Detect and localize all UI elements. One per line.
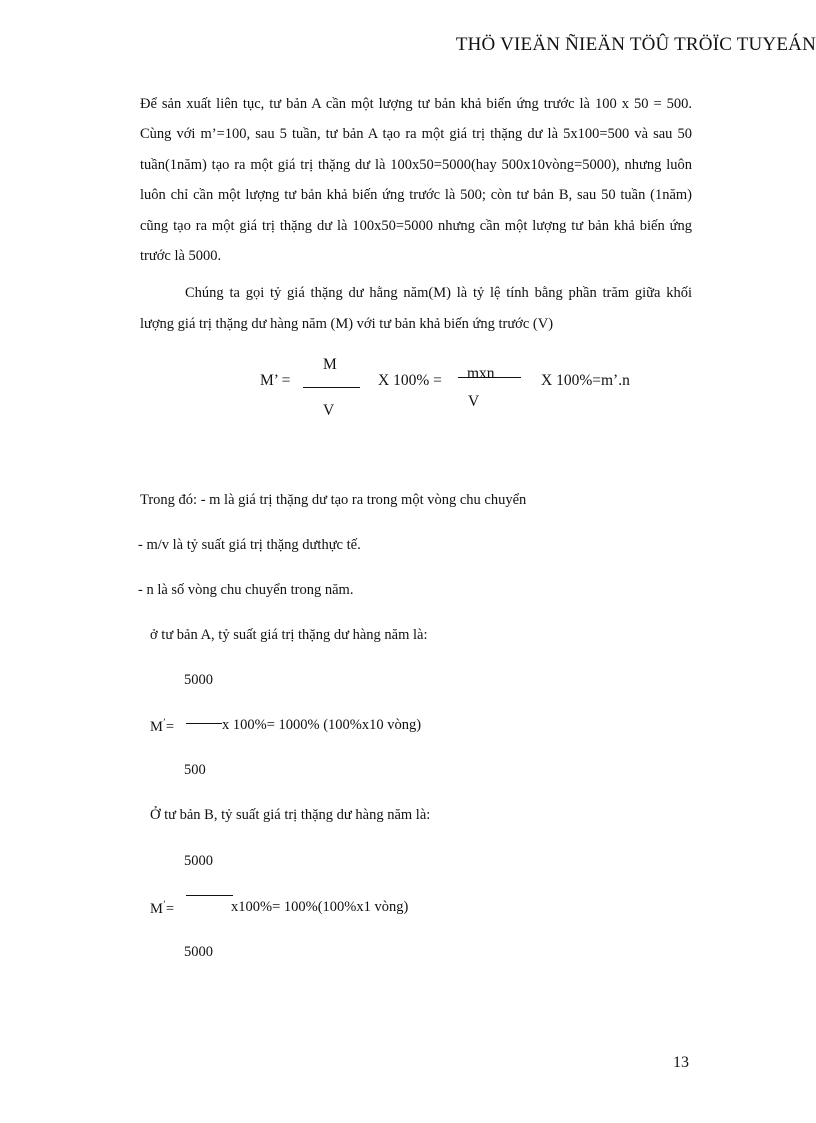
formula-lhs: M’ = xyxy=(260,372,291,389)
formula-rhs: X 100%=m’.n xyxy=(541,372,630,389)
example-b-fraction-bar xyxy=(186,895,233,896)
example-a-numerator: 5000 xyxy=(184,672,213,688)
example-a-prime: ’ xyxy=(162,717,166,727)
formula-fraction-bar-1 xyxy=(303,387,360,388)
formula-numerator-mxn: mxn xyxy=(467,365,495,382)
definition-intro: Trong đó: - m là giá trị thặng dư tạo ra trong một vòng chu chuyển xyxy=(140,492,527,508)
example-b-denominator: 5000 xyxy=(184,944,213,960)
example-b-result: x100%= 100%(100%x1 vòng) xyxy=(231,899,409,915)
example-a-fraction-bar xyxy=(186,723,222,724)
example-a-result: x 100%= 1000% (100%x10 vòng) xyxy=(222,717,422,733)
formula-denominator-v-2: V xyxy=(468,393,480,410)
example-b-lhs xyxy=(150,899,174,918)
definition-item-mv: - m/v là tỷ suất giá trị thặng dưthực tế. xyxy=(138,537,361,553)
formula-numerator-m: M xyxy=(323,356,337,373)
example-b-equals: = xyxy=(165,901,175,917)
example-b-numerator: 5000 xyxy=(184,853,213,869)
definition-item-n: - n là số vòng chu chuyển trong năm. xyxy=(138,582,354,598)
example-a-title: ở tư bản A, tỷ suất giá trị thặng dư hàng năm là: xyxy=(150,627,428,643)
formula-denominator-v: V xyxy=(323,402,335,419)
page-number: 13 xyxy=(673,1054,689,1071)
example-b-m: M xyxy=(150,901,163,917)
example-b-prime: ’ xyxy=(162,899,166,909)
example-a-lhs xyxy=(150,717,174,736)
paragraph-annual-rate-definition: Chúng ta gọi tỷ giá thặng dư hằng năm(M) là tỷ lệ tính bằng phần trăm giữa khối lượng giá trị thặng dư hàng năm (M) với tư bản khả biến ứng trước (V) xyxy=(140,285,692,332)
page-header-title: THÖ VIEÄN ÑIEÄN TÖÛ TRÖÏC TUYEÁN xyxy=(455,34,816,55)
example-a-equals: = xyxy=(165,719,175,735)
example-b-title: Ở tư bản B, tỷ suất giá trị thặng dư hàng năm là: xyxy=(150,807,431,823)
example-a-denominator: 500 xyxy=(184,762,206,778)
formula-times-100: X 100% = xyxy=(378,372,442,389)
paragraph-capital-a-b: Để sản xuất liên tục, tư bản A cần một lượng tư bản khả biến ứng trước là 100 x 50 = 500. Cùng với m’=100, sau 5 tuần, tư bản A tạo ra một giá trị thặng dư là 5x100=500 và sau 50 tuần(1năm) tạo ra một giá trị thặng dư là 100x50=5000(hay 500x10vòng=5000), nhưng luôn luôn chỉ cần một lượng tư bản khả biến ứng trước là 500; còn tư bản B, sau 50 tuần (1năm) cũng tạo ra một giá trị thặng dư là 100x50=5000 nhưng cần một lượng tư bản khả biến ứng trước là 5000. xyxy=(140,96,692,265)
formula-fraction-bar-2 xyxy=(458,377,521,378)
example-a-m: M xyxy=(150,719,163,735)
